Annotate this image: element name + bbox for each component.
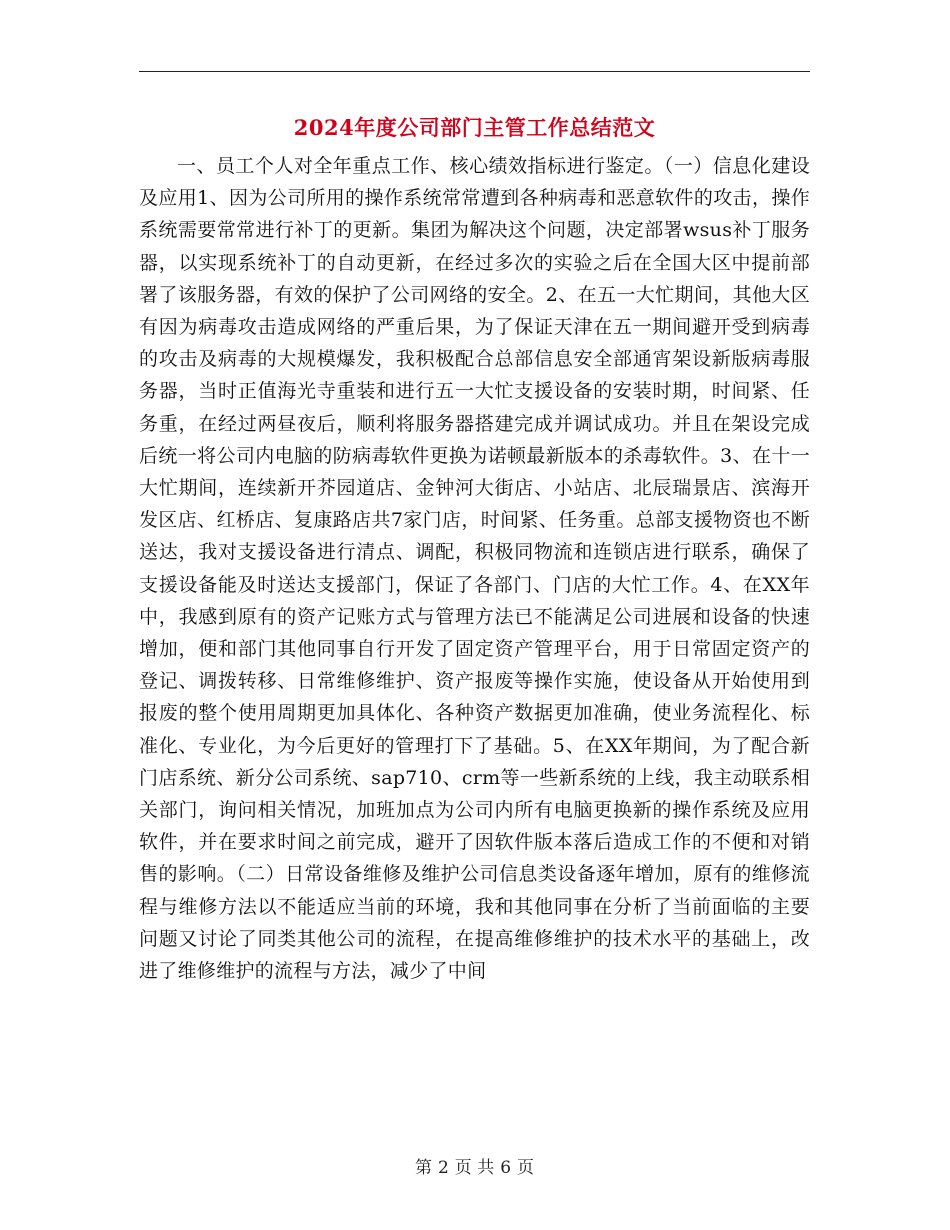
footer-suffix: 页 xyxy=(517,1158,535,1178)
footer-middle: 页 共 xyxy=(454,1158,495,1178)
header-rule xyxy=(139,71,810,72)
footer-prefix: 第 xyxy=(414,1158,432,1178)
document-title: 2024年度公司部门主管工作总结范文 xyxy=(293,115,656,140)
document-body: 一、员工个人对全年重点工作、核心绩效指标进行鉴定。（一）信息化建设及应用1、因为公司所用的操作系统常常遭到各种病毒和恶意软件的攻击，操作系统需要常常进行补丁的更新。集团为解决这个问题，决定部署wsus补丁服务器，以实现系统补丁的自动更新，在经过多次的实验之后在全国大区中提前部署了该服务器，有效的保护了公司网络的安全。2、在五一大忙期间，其他大区有因为病毒攻击造成网络的严重后果，为了保证天津在五一期间避开受到病毒的攻击及病毒的大规模爆发，我积极配合总部信息安全部通宵架设新版病毒服务器，当时正值海光寺重装和进行五一大忙支援设备的安装时期，时间紧、任务重，在经过两昼夜后，顺利将服务器搭建完成并调试成功。并且在架设完成后统一将公司内电脑的防病毒软件更换为诺顿最新版本的杀毒软件。3、在十一大忙期间，连续新开芥园道店、金钟河大街店、小站店、北辰瑞景店、滨海开发区店、红桥店、复康路店共7家门店，时间紧、任务重。总部支援物资也不断送达，我对支援设备进行清点、调配，积极同物流和连锁店进行联系，确保了支援设备能及时送达支援部门，保证了各部门、门店的大忙工作。4、在XX年中，我感到原有的资产记账方式与管理方法已不能满足公司进展和设备的快速增加，便和部门其他同事自行开发了固定资产管理平台，用于日常固定资产的登记、调拨转移、日常维修维护、资产报废等操作实施，使设备从开始使用到报废的整个使用周期更加具体化、各种资产数据更加准确，使业务流程化、标准化、专业化，为今后更好的管理打下了基础。5、在XX年期间，为了配合新门店系统、新分公司系统、sap710、crm等一些新系统的上线，我主动联系相关部门，询问相关情况，加班加点为公司内所有电脑更换新的操作系统及应用软件，并在要求时间之前完成，避开了因软件版本落后造成工作的不便和对销售的影响。（二）日常设备维修及维护公司信息类设备逐年增加，原有的维修流程与维修方法以不能适应当前的环境，我和其他同事在分析了当前面临的主要问题又讨论了同类其他公司的流程，在提高维修维护的技术水平的基础上，改进了维修维护的流程与方法，减少了中间 xyxy=(139,155,810,983)
footer-total-pages: 6 xyxy=(500,1158,512,1178)
footer-page-number: 2 xyxy=(437,1158,449,1178)
page-footer xyxy=(139,1153,810,1178)
